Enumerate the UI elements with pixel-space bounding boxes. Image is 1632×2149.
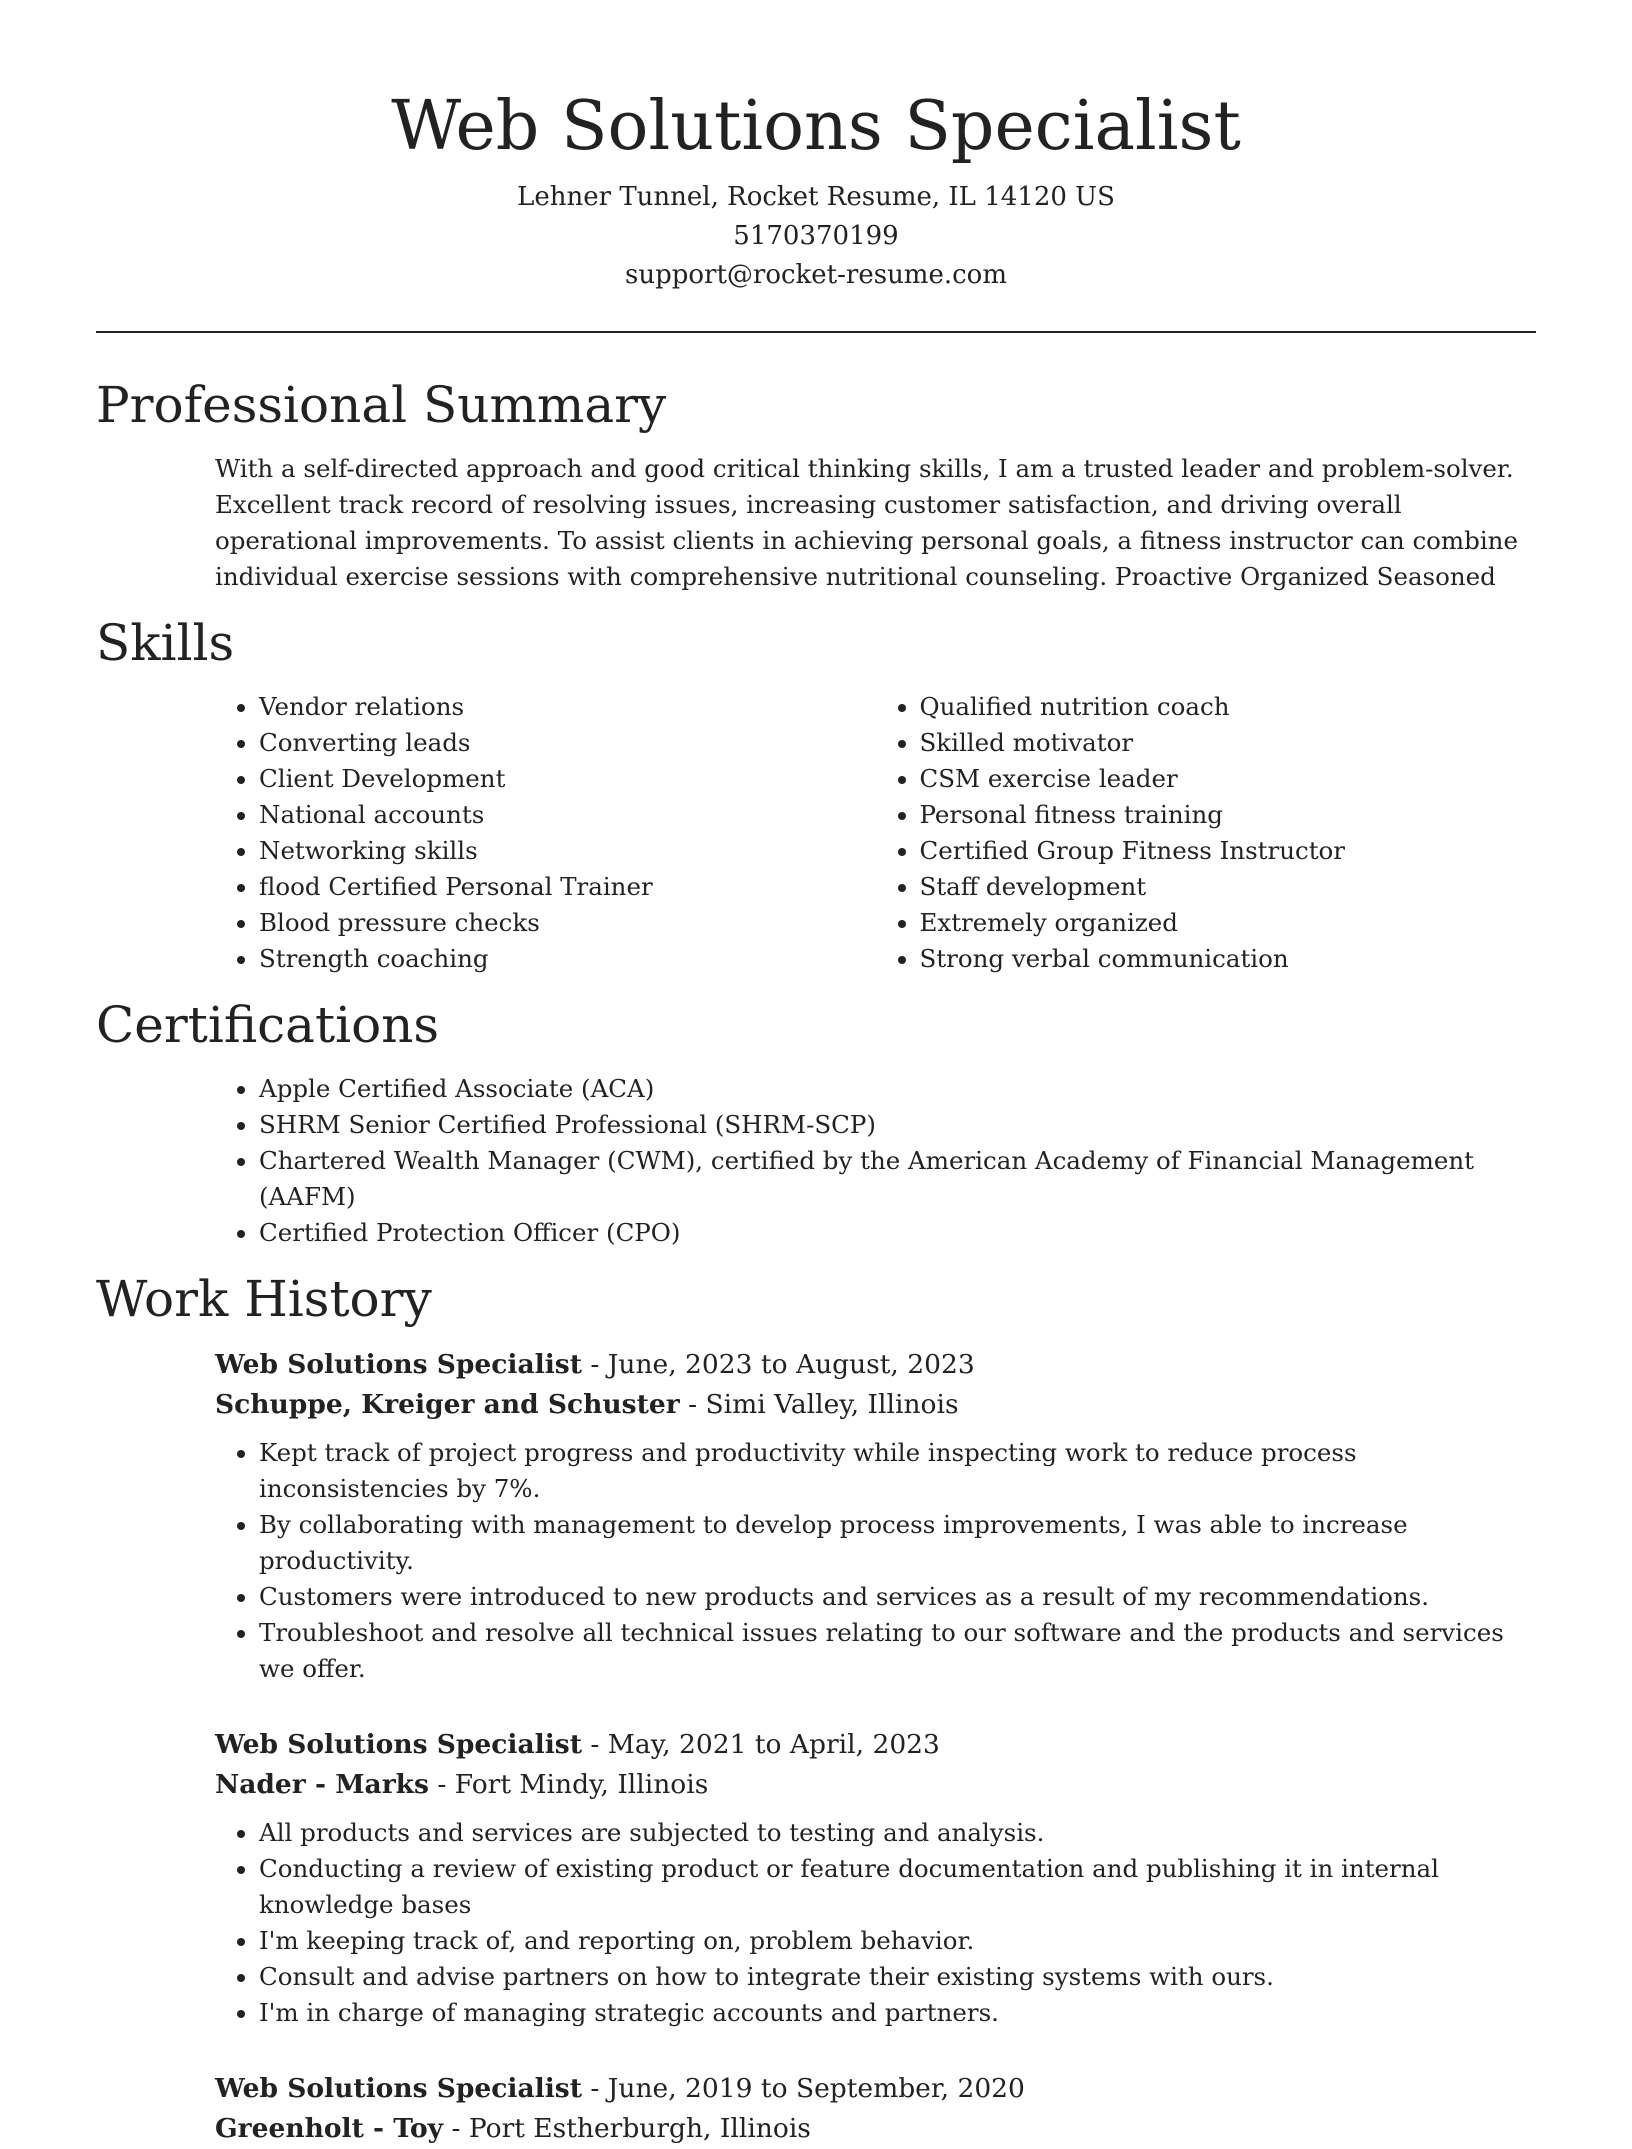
skill-item: • CSM exercise leader: [920, 761, 1537, 797]
job-entry: [215, 1345, 1536, 1687]
skill-item: • flood Certified Personal Trainer: [259, 869, 876, 905]
summary-text: With a self-directed approach and good critical thinking skills, I am a trusted leader and problem-solver. Excellent track record of resolving issues, increasing customer satisfaction, and driving overall operational improvements. To assist clients in achieving personal goals, a fitness instructor can combine individual exercise sessions with comprehensive nutritional counseling. Proactive Organized Seasoned: [215, 454, 1518, 591]
skill-item: • Qualified nutrition coach: [920, 689, 1537, 725]
phone: 5170370199: [733, 221, 899, 251]
job-bullets: [215, 1435, 1536, 1687]
contact-info: [96, 178, 1536, 295]
certification-item: • Certified Protection Officer (CPO): [259, 1215, 1536, 1251]
certification-item: • Apple Certified Associate (ACA): [259, 1071, 1536, 1107]
resume-header: [96, 0, 1536, 295]
job-bullet: • I'm in charge of managing strategic accounts and partners.: [259, 1995, 1536, 2031]
certification-item: • Chartered Wealth Manager (CWM), certified by the American Academy of Financial Management (AAFM): [259, 1143, 1536, 1215]
job-company: Greenholt - Toy: [215, 2113, 444, 2144]
skills-title: Skills: [96, 614, 235, 672]
certifications-list: [215, 1071, 1536, 1251]
job-location: Fort Mindy, Illinois: [454, 1769, 709, 1800]
separator: -: [443, 2113, 469, 2144]
certifications-section: [96, 993, 1536, 1251]
job-bullet: • Customers were introduced to new products and services as a result of my recommendations.: [259, 1579, 1536, 1615]
separator: -: [581, 1349, 608, 1380]
separator: -: [581, 1729, 608, 1760]
job-bullet: • I'm keeping track of, and reporting on, problem behavior.: [259, 1923, 1536, 1959]
skill-item: • Extremely organized: [920, 905, 1537, 941]
skill-item: • Skilled motivator: [920, 725, 1537, 761]
job-title-line: [215, 1345, 1536, 1385]
job-role: Web Solutions Specialist: [215, 1349, 582, 1380]
job-bullet: • By collaborating with management to develop process improvements, I was able to increase productivity.: [259, 1507, 1536, 1579]
address: Lehner Tunnel, Rocket Resume, IL 14120 US: [517, 182, 1115, 212]
job-location: Simi Valley, Illinois: [705, 1389, 959, 1420]
job-title-line: [215, 2069, 1536, 2109]
job-bullet: • Troubleshoot and resolve all technical issues relating to our software and the products and services we offer.: [259, 1615, 1536, 1687]
skill-item: • Personal fitness training: [920, 797, 1537, 833]
work-history-section: [96, 1267, 1536, 2149]
skills-grid: [96, 675, 1536, 977]
separator: -: [428, 1769, 455, 1800]
separator: -: [679, 1389, 706, 1420]
job-bullets: [215, 1815, 1536, 2031]
skill-item: • Staff development: [920, 869, 1537, 905]
job-company: Schuppe, Kreiger and Schuster: [215, 1389, 680, 1420]
job-dates: June, 2019 to September, 2020: [607, 2073, 1025, 2104]
separator: -: [581, 2073, 608, 2104]
job-company-line: [215, 1765, 1536, 1805]
job-company-line: [215, 2109, 1536, 2149]
email: support@rocket-resume.com: [624, 260, 1007, 290]
job-bullet: • Kept track of project progress and productivity while inspecting work to reduce process inconsistencies by 7%.: [259, 1435, 1536, 1507]
header-divider: [96, 331, 1536, 333]
skill-item: • Vendor relations: [259, 689, 876, 725]
skill-item: • Certified Group Fitness Instructor: [920, 833, 1537, 869]
job-dates: June, 2023 to August, 2023: [607, 1349, 975, 1380]
skill-item: • Converting leads: [259, 725, 876, 761]
work-history-title: Work History: [96, 1270, 432, 1328]
skills-list-right: [876, 689, 1537, 977]
summary-section: [96, 373, 1536, 595]
job-company-line: [215, 1385, 1536, 1425]
skill-item: • Strong verbal communication: [920, 941, 1537, 977]
skills-section: [96, 611, 1536, 977]
skill-item: • Client Development: [259, 761, 876, 797]
certifications-title: Certifications: [96, 996, 440, 1054]
skill-item: • Strength coaching: [259, 941, 876, 977]
job-title-line: [215, 1725, 1536, 1765]
certification-item: • SHRM Senior Certified Professional (SHRM-SCP): [259, 1107, 1536, 1143]
skill-item: • National accounts: [259, 797, 876, 833]
job-bullet: • Conducting a review of existing product or feature documentation and publishing it in internal knowledge bases: [259, 1851, 1536, 1923]
job-location: Port Estherburgh, Illinois: [468, 2113, 811, 2144]
job-bullet: • All products and services are subjected to testing and analysis.: [259, 1815, 1536, 1851]
candidate-name: Web Solutions Specialist: [391, 87, 1241, 166]
job-entry: [215, 2069, 1536, 2149]
skill-item: • Blood pressure checks: [259, 905, 876, 941]
summary-title: Professional Summary: [96, 376, 667, 434]
skills-list-left: [215, 689, 876, 977]
job-role: Web Solutions Specialist: [215, 2073, 582, 2104]
job-bullet: • Consult and advise partners on how to integrate their existing systems with ours.: [259, 1959, 1536, 1995]
job-role: Web Solutions Specialist: [215, 1729, 582, 1760]
job-entry: [215, 1725, 1536, 2031]
job-company: Nader - Marks: [215, 1769, 429, 1800]
job-dates: May, 2021 to April, 2023: [607, 1729, 940, 1760]
skill-item: • Networking skills: [259, 833, 876, 869]
